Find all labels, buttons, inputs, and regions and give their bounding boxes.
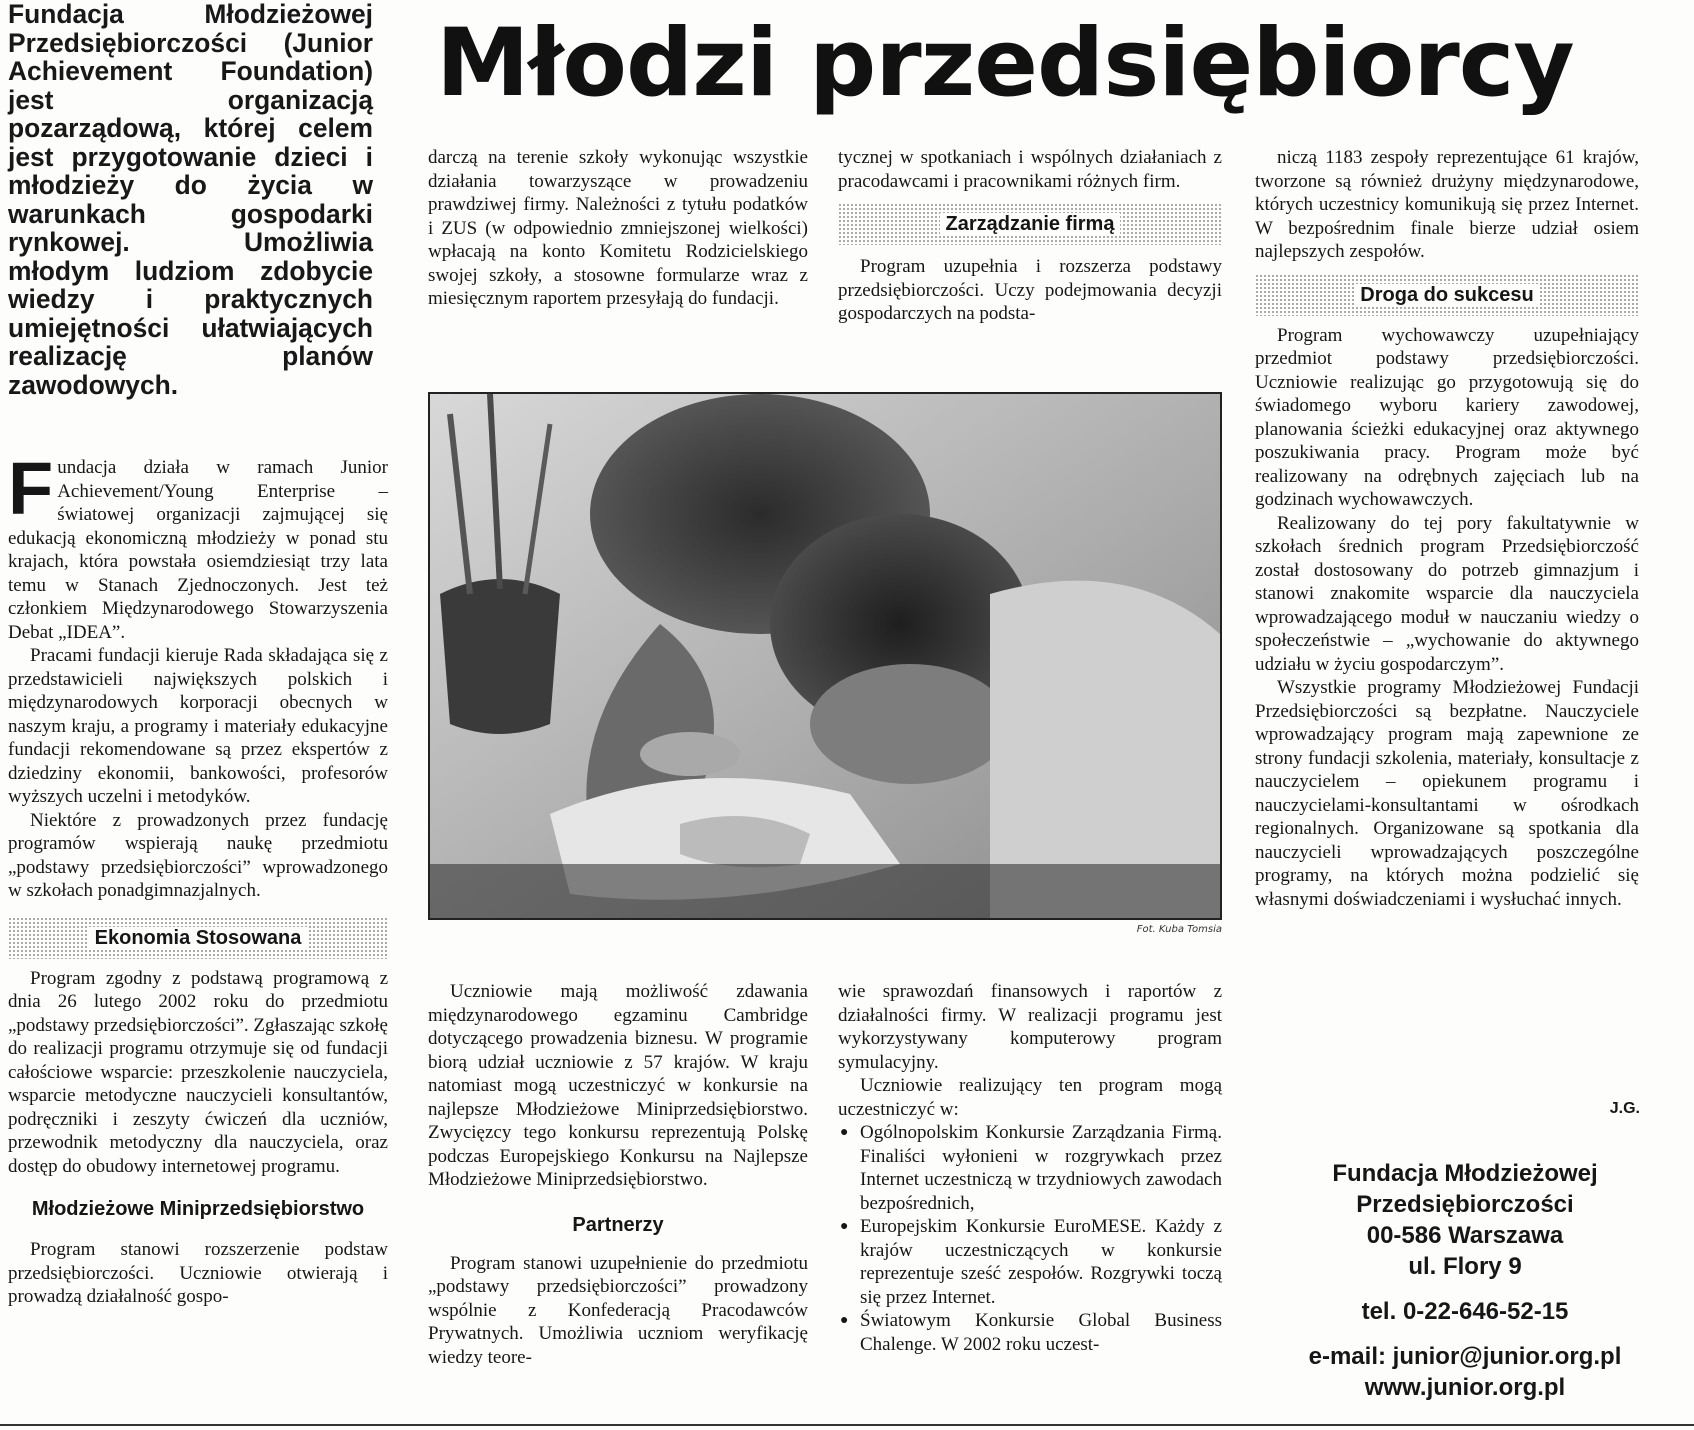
col1-paragraph-5: Program stanowi rozszerzenie podstaw przedsiębiorczości. Uczniowie otwierają i prowadzą działalność gospo-: [8, 1239, 388, 1307]
col1-paragraph-1-text: undacja działa w ramach Junior Achievement/Young Enterprise – światowej organizacji zajmującej się edukacją ekonomiczną młodzieży w ponad stu krajach, która powstała osiemdziesiąt trzy lata temu w Stanach Zjednoczonych. Jest też członkiem Międzynarodowego Stowarzyszenia Debat „IDEA”.: [8, 457, 388, 643]
column-2-bottom: [428, 980, 808, 1369]
list-item: ● Światowym Konkursie Global Business Chalenge. W 2002 roku uczest-: [838, 1309, 1222, 1356]
subhead-ekonomia-stosowana-text: Ekonomia Stosowana: [89, 927, 308, 949]
col3-paragraph-1: tycznej w spotkaniach i wspólnych działaniach z pracodawcami i pracownikami różnych firm.: [838, 147, 1222, 192]
drop-cap: F: [8, 447, 54, 530]
contact-postal: 00-586 Warszawa: [1366, 1222, 1564, 1249]
contact-block: [1255, 1158, 1675, 1403]
contact-email[interactable]: e-mail: junior@junior.org.pl: [1308, 1343, 1622, 1370]
col3-paragraph-3: wie sprawozdań finansowych i raportów z działalności firmy. W realizacji programu jest wykorzystywany komputerowy program symulacyjny.: [838, 981, 1222, 1073]
article-headline: Młodzi przedsiębiorcy: [436, 9, 1574, 118]
subhead-miniprzedsiebiorstwo-text: Młodzieżowe Miniprzedsiębiorstwo: [26, 1198, 370, 1220]
col4-paragraph-4: Wszystkie programy Młodzieżowej Fundacji Przedsiębiorczości są bezpłatne. Nauczyciele wprowadzający program mają zapewnione ze strony fundacji szkolenia, materiały, konsultacje z nauczycielem – opiekunem programu i nauczycielami-konsultantami w ośrodkach regionalnych. Organizowane są spotkania dla nauczycieli wprowadzających poszczególne programy, na których można podzielić się własnymi doświadczeniami i wysłuchać innych.: [1255, 677, 1639, 910]
col1-paragraph-1: [8, 447, 388, 644]
competition-list: [838, 1121, 1222, 1356]
contact-phone: tel. 0-22-646-52-15: [1361, 1298, 1569, 1325]
article-photo: [428, 392, 1222, 920]
list-item: ● Ogólnopolskim Konkursie Zarządzania Firmą. Finaliści wyłonieni w rozgrywkach przez Internet uczestniczą w trzydniowych zawodach bezpośrednich,: [838, 1121, 1222, 1215]
column-3-bottom: [838, 980, 1222, 1356]
subhead-droga-do-sukcesu: [1255, 274, 1639, 316]
col4-paragraph-2: Program wychowawczy uzupełniający przedmiot podstawy przedsiębiorczości. Uczniowie realizując go przygotowują się do świadomego wyboru kariery zawodowej, planowania ścieżki edukacyjnej oraz aktywnego poszukiwania pracy. Program może być realizowany na odrębnych zajęciach lub na godzinach wychowawczych.: [1255, 324, 1639, 510]
bottom-rule: [0, 1424, 1694, 1426]
col4-paragraph-1: niczą 1183 zespoły reprezentujące 61 krajów, tworzone są również drużyny międzynarodowe, których uczestnicy komunikują się przez Internet. W bezpośrednim finale bierze udział osiem najlepszych zespołów.: [1255, 147, 1639, 262]
photo-image: [430, 394, 1220, 918]
subhead-partnerzy: [428, 1204, 808, 1246]
subhead-ekonomia-stosowana: [8, 917, 388, 959]
contact-website[interactable]: www.junior.org.pl: [1364, 1374, 1566, 1401]
contact-org-line1: Fundacja Młodzieżowej: [1332, 1160, 1598, 1187]
col2-paragraph-1: darczą na terenie szkoły wykonując wszystkie działania towarzyszące w prowadzeniu prawdziwej firmy. Należności z tytułu podatków i ZUS (w odpowiednio zmniejszonej wielkości) wpłacają na konto Komitetu Rodzicielskiego swojej szkoły, a stosowne formularze wraz z miesięcznym raportem przesyłają do fundacji.: [428, 147, 808, 309]
subhead-zarzadzanie-firma: [838, 203, 1222, 245]
col1-paragraph-2: Pracami fundacji kieruje Rada składająca się z przedstawicieli największych polskich i międzynarodowych korporacji obecnych w naszym kraju, a programy i materiały edukacyjne fundacji rekomendowane są przez ekspertów z dziedziny ekonomii, bankowości, profesorów wyższych uczelni i metodyków.: [8, 645, 388, 807]
col3-paragraph-2: Program uzupełnia i rozszerza podstawy przedsiębiorczości. Uczy podejmowania decyzji gospodarczych na podsta-: [838, 256, 1222, 324]
lead-paragraph: Fundacja Młodzieżowej Przedsiębiorczości (Junior Achievement Foundation) jest organizacją pozarządową, której celem jest przygotowanie dzieci i młodzieży do życia w warunkach gospodarki rynkowej. Umożliwia młodym ludziom zdobycie wiedzy i praktycznych umiejętności ułatwiających realizację planów zawodowych.: [8, 0, 373, 400]
column-4: [1255, 146, 1639, 911]
column-2-top: [428, 146, 808, 311]
col1-paragraph-4: Program zgodny z podstawą programową z dnia 26 lutego 2002 roku do przedmiotu „podstawy przedsiębiorczości”. Zgłaszając szkołę do realizacji programu otrzymuje się od fundacji całościowe wsparcie: przeszkolenie nauczyciela, wsparcie metodyczne nauczycieli konsultantów, podręczniki i zeszyty ćwiczeń dla uczniów, przewodnik metodyczny dla nauczyciela, oraz dostęp do obudowy internetowej programu.: [8, 967, 388, 1177]
col1-paragraph-3: Niektóre z prowadzonych przez fundację programów wspierają naukę przedmiotu „podstawy przedsiębiorczości” wprowadzonego w szkołach ponadgimnazjalnych.: [8, 809, 388, 901]
subhead-mlodziezowe-miniprzedsiebiorstwo: [8, 1188, 388, 1230]
column-3-top: [838, 146, 1222, 326]
col2-paragraph-3: Program stanowi uzupełnienie do przedmiotu „podstawy przedsiębiorczości” prowadzony wspólnie z Konfederacją Pracodawców Prywatnych. Umożliwia uczniom weryfikację wiedzy teore-: [428, 1252, 808, 1368]
list-item: ● Europejskim Konkursie EuroMESE. Każdy z krajów uczestniczących w konkursie reprezentuje sześć zespołów. Rozgrywki toczą się przez Internet.: [838, 1215, 1222, 1309]
subhead-droga-do-sukcesu-text: Droga do sukcesu: [1354, 284, 1539, 306]
column-1: [8, 447, 388, 1309]
subhead-zarzadzanie-firma-text: Zarządzanie firmą: [940, 213, 1121, 235]
contact-org-line2: Przedsiębiorczości: [1356, 1191, 1574, 1218]
col3-paragraph-4: Uczniowie realizujący ten program mogą uczestniczyć w:: [838, 1075, 1222, 1120]
col2-paragraph-2: Uczniowie mają możliwość zdawania międzynarodowego egzaminu Cambridge dotyczącego prowadzenia biznesu. W programie biorą udział uczniowie z 57 krajów. W kraju natomiast mogą uczestniczyć w konkursie na najlepsze Młodzieżowe Miniprzedsiębiorstwo. Zwycięzcy tego konkursu reprezentują Polskę podczas Europejskiego Konkursu na Najlepsze Młodzieżowe Miniprzedsiębiorstwo.: [428, 981, 808, 1190]
col4-paragraph-3: Realizowany do tej pory fakultatywnie w szkołach średnich program Przedsiębiorczość został dostosowany do potrzeb gimnazjum i stanowi znakomite wsparcie dla nauczyciela wprowadzającego moduł w nauczaniu wiedzy o społeczeństwie – „wychowanie do aktywnego udziału w życiu gospodarczym”.: [1255, 512, 1639, 675]
subhead-partnerzy-text: Partnerzy: [566, 1214, 669, 1236]
author-signature: J.G.: [1609, 1100, 1640, 1117]
contact-street: ul. Flory 9: [1408, 1253, 1522, 1280]
photo-credit: Fot. Kuba Tomsia: [1136, 924, 1222, 935]
